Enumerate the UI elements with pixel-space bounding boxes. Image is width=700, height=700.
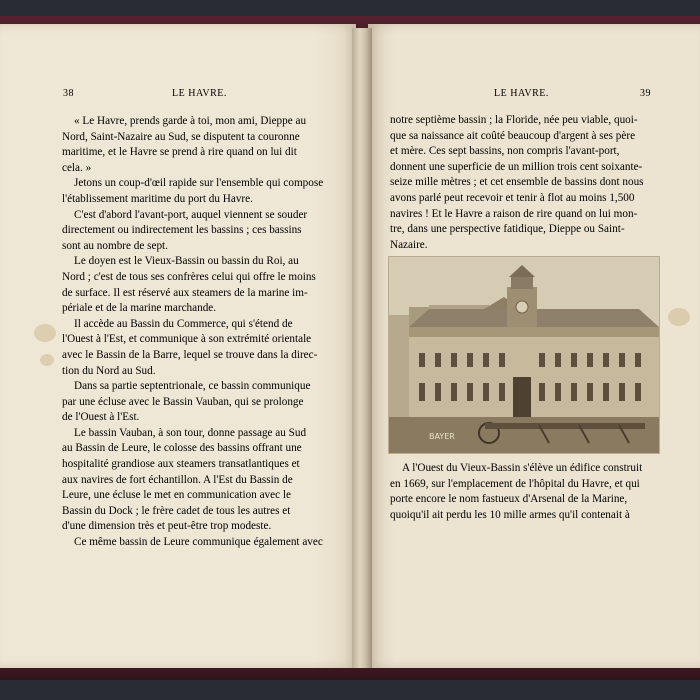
- building-photograph: [388, 256, 660, 454]
- text-line: Nazaire.: [390, 238, 428, 251]
- text-line: hospitalité grandiose aux steamers transatlantiques et: [62, 458, 300, 471]
- text-line: A l'Ouest du Vieux-Bassin s'élève un édifice construit: [402, 462, 643, 474]
- page-number-left: 38: [63, 88, 74, 99]
- text-line: Nord, Saint-Nazaire au Sud, se disputent ta couronne: [62, 130, 300, 143]
- left-page-text: [62, 114, 330, 551]
- text-line: de l'Ouest à l'Est.: [62, 411, 140, 424]
- text-line: donnent une superficie de un million trois cent soixante-: [390, 160, 643, 173]
- text-line: porte encore le nom fastueux d'Arsenal de la Marine,: [390, 493, 628, 506]
- photo-caption: BAYER: [429, 432, 455, 441]
- text-line: aux navires de fort échantillon. A l'Est du Bassin de: [62, 473, 293, 486]
- arsenal-building-image: [389, 257, 659, 453]
- running-head-right: LE HAVRE.: [494, 88, 549, 99]
- text-line: seize mille mètres ; et cet ensemble de bassins dont nous: [390, 176, 644, 189]
- text-line: de surface. Il est réservé aux steamers de la marine im-: [62, 286, 308, 299]
- text-line: d'une dimension très et peut-être trop modeste.: [62, 520, 272, 533]
- text-line: par une écluse avec le Bassin Vauban, qui se prolonge: [62, 395, 304, 408]
- paper-stain: [34, 324, 56, 342]
- text-line: tion du Nord au Sud.: [62, 364, 156, 377]
- text-line: tre, dans une perspective fatidique, Dieppe ou Saint-: [390, 223, 625, 236]
- book-gutter: [352, 28, 372, 668]
- text-line: Bassin du Dock ; le frère cadet de tous les autres et: [62, 504, 291, 517]
- text-line: « Le Havre, prends garde à toi, mon ami, Dieppe au: [74, 115, 307, 127]
- paper-stain: [668, 308, 690, 326]
- text-line: quoiqu'il ait perdu les 10 mille armes qu'il contenait à: [390, 508, 630, 521]
- text-line: Il accède au Bassin du Commerce, qui s'étend de: [74, 317, 293, 330]
- page-number-right: 39: [640, 88, 651, 99]
- text-line: Dans sa partie septentrionale, ce bassin communique: [74, 380, 311, 393]
- text-line: l'Ouest à l'Est, et communique à son extrémité orientale: [62, 333, 312, 346]
- text-line: que sa naissance ait coûté beaucoup d'argent à ses père: [390, 129, 636, 142]
- text-line: Le doyen est le Vieux-Bassin ou bassin du Roi, au: [74, 255, 299, 268]
- text-line: C'est d'abord l'avant-port, auquel viennent se souder: [74, 208, 308, 221]
- text-line: Le bassin Vauban, à son tour, donne passage au Sud: [74, 426, 307, 439]
- text-line: directement ou indirectement les bassins ; ces bassins: [62, 224, 302, 237]
- paper-stain: [40, 354, 54, 366]
- text-line: cela. »: [62, 161, 92, 174]
- text-line: avec le Bassin de la Barre, lequel se trouve dans la direc-: [62, 348, 318, 361]
- right-page-text-bottom: [390, 461, 652, 523]
- text-line: en 1669, sur l'emplacement de l'hôpital du Havre, et qui: [390, 477, 640, 490]
- text-line: et mère. Ces sept bassins, non compris l'avant-port,: [390, 145, 620, 158]
- text-line: au Bassin de Leure, le colosse des bassins offrant une: [62, 442, 302, 455]
- text-line: l'établissement maritime du port du Havre.: [62, 192, 253, 205]
- text-line: périale et de la marine marchande.: [62, 302, 217, 315]
- right-page-text-top: [390, 113, 652, 253]
- text-line: maritime, et le Havre se prend à rire quand on lui dit: [62, 146, 297, 159]
- text-line: sont au nombre de sept.: [62, 239, 168, 252]
- text-line: Jetons un coup-d'œil rapide sur l'ensemble qui compose: [74, 177, 324, 190]
- text-line: Nord ; c'est de tous ses confrères celui qui offre le moins: [62, 270, 316, 283]
- text-line: navires ! Et le Havre a raison de rire quand on lui mon-: [390, 207, 638, 220]
- running-head-left: LE HAVRE.: [172, 88, 227, 99]
- text-line: avons parlé peut recevoir et tenir à flot au moins 1,500: [390, 191, 635, 204]
- text-line: Leure, une écluse le met en communication avec le: [62, 489, 291, 502]
- text-line: Ce même bassin de Leure communique également avec: [74, 536, 323, 549]
- text-line: notre septième bassin ; la Floride, née peu viable, quoi-: [390, 114, 638, 126]
